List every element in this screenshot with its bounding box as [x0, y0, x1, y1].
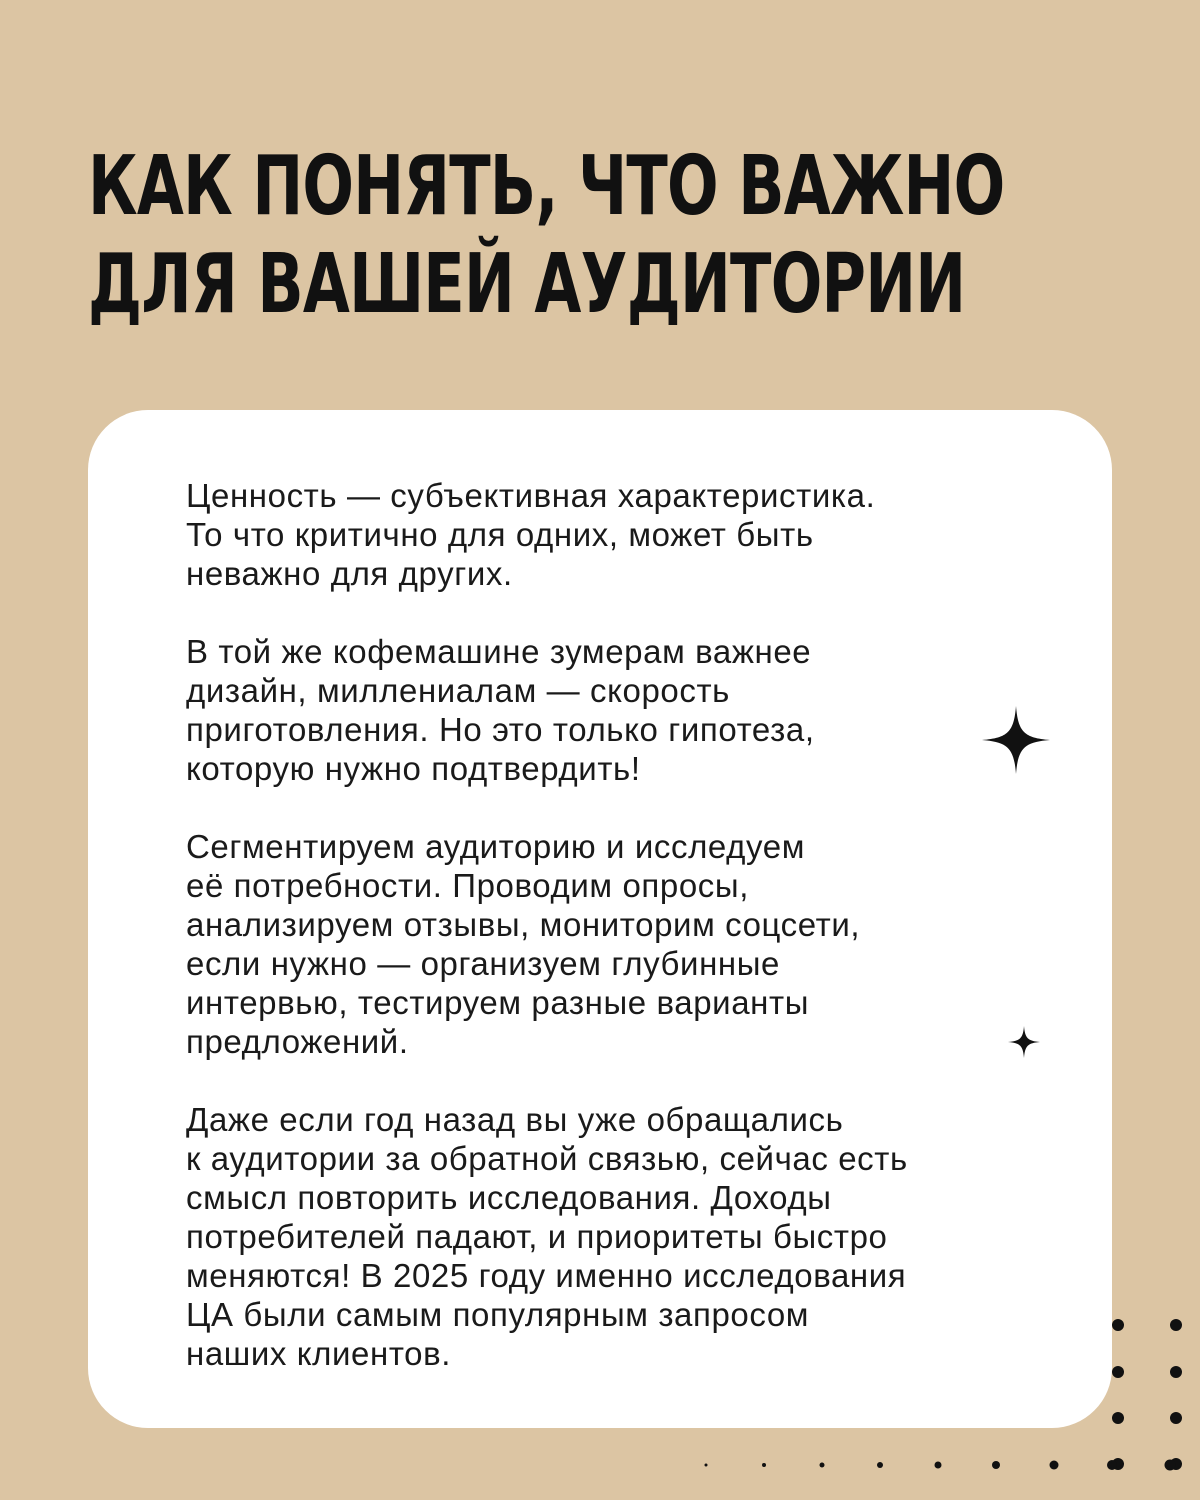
large-sparkle-icon: [982, 706, 1050, 774]
title-line-2: ДЛЯ ВАШЕЙ АУДИТОРИИ: [88, 237, 966, 332]
paragraph-3: Сегментируем аудиторию и исследуем её потребности. Проводим опросы, анализируем отзывы, мониторим соцсети, если нужно — организуем глубинные интервью, тестируем разные варианты предложений.: [186, 828, 861, 1060]
paragraph-4: Даже если год назад вы уже обращались к аудитории за обратной связью, сейчас есть смысл повторить исследования. Доходы потребителей падают, и приоритеты быстро меняются! В 2025 году именно исследования ЦА были самым популярным запросом наших клиентов.: [186, 1101, 908, 1372]
dot-row-icon: [690, 1455, 1200, 1475]
paragraph-1: Ценность — субъективная характеристика. То что критично для одних, может быть неважно для других.: [186, 477, 876, 592]
small-sparkle-icon: [1008, 1026, 1040, 1058]
paragraph-2: В той же кофемашине зумерам важнее дизайн, миллениалам — скорость приготовления. Но это только гипотеза, которую нужно подтвердить!: [186, 633, 815, 787]
page-title: [88, 138, 1005, 334]
card-text: [186, 476, 1046, 1373]
title-line-1: КАК ПОНЯТЬ, ЧТО ВАЖНО: [88, 139, 1005, 234]
